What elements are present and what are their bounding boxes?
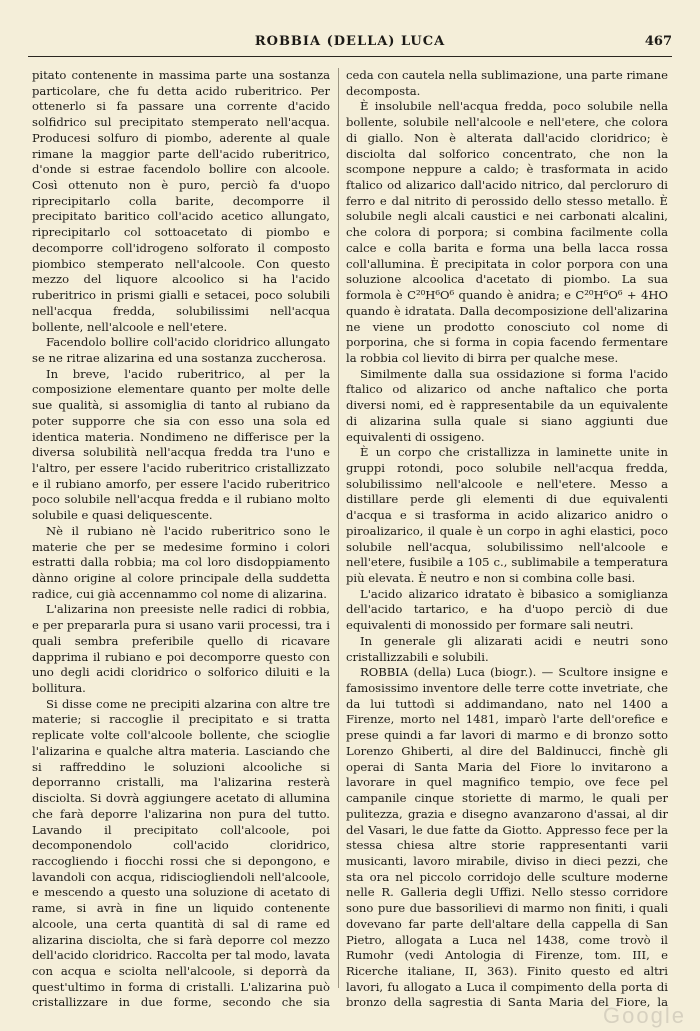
paragraph: L'acido alizarico idratato è bibasico a somiglianza dell'acido tartarico, e ha d'uopo perciò di due equivalenti di monossido per formare sali neutri.: [346, 586, 668, 633]
running-header: [28, 34, 672, 57]
paragraph: L'alizarina non preesiste nelle radici di robbia, e per prepararla pura si usano varii processi, tra i quali sembra preferibile quello di ricavare dapprima il rubiano e poi decomporre questo con uno degli acidi cloridrico o solforico diluiti e la bollitura.: [32, 602, 330, 696]
biography-entry: ROBBIA (della) Luca (biogr.). — Scultore insigne e famosissimo inventore delle terre cotte invetriate, che da lui tuttodì si addimandano, nato nel 1400 a Firenze, morto nel 1481, imparò l'arte dell'orefice e prese quindi a far lavori di marmo e di bronzo sotto Lorenzo Ghiberti, al dire del Baldinucci, finchè gli operai di Santa Maria del Fiore lo invitarono a lavorare in quel magnifico tempio, ove fece pel campanile cinque storiette di marmo, le quali per pulitezza, grazia e disegno avanzarono d'assai, al dir del Vasari, le due fatte da Giotto. Appresso fece per la stessa chiesa altre storie rappresentanti varii musicanti, lavoro mirabile, diviso in dieci pezzi, che sta ora nel piccolo corridojo delle sculture moderne nelle R. Galleria degli Uffizi. Nello stesso corridore sono pure due bassorilievi di marmo non finiti, i quali dovevano far parte dell'altare della cappella di San Pietro, allogata a Luca nel 1438, come trovò il Rumohr (vedi Antologia di Firenze, tom. III, e Ricerche italiane, II, 363). Finito questo ed altri lavori, fu allogato a Luca il compimento della porta di bronzo della sagrestia di Santa Maria del Fiore, la: [346, 665, 668, 1008]
watermark: Google: [603, 1003, 686, 1028]
paragraph: Facendolo bollire coll'acido cloridrico allungato se ne ritrae alizarina ed una sostanza zuccherosa.: [32, 335, 330, 365]
paragraph: In breve, l'acido ruberitrico, al per la composizione elementare quanto per molte delle sue qualità, si assomiglia di tanto al rubiano da poter supporre che sia con esso una sola ed identica materia. Nondimeno ne differisce per la diversa solubilità nell'acqua fredda tra l'uno e l'altro, per essere l'acido ruberitrico cristallizzato e il rubiano amorfo, per essere l'acido ruberitrico poco solubile nell'acqua fredda e il rubiano molto solubile e quasi deliquescente.: [32, 366, 330, 523]
paragraph: Si disse come ne precipiti alzarina con altre tre materie; si raccoglie il precipitato e si tratta replicate volte coll'alcoole bollente, che scioglie l'alizarina e qualche altra materia. Lasciando che si raffreddino le soluzioni alcooliche si deporranno cristalli, ma l'alizarina resterà disciolta. Si dovrà aggiungere acetato di allumina che farà deporre l'alizarina non pura del tutto. Lavando il precipitato coll'alcoole, poi decomponendolo coll'acido cloridrico, raccogliendo i fiocchi rossi che si depongono, e lavandoli con acqua, ridisciogliendoli nell'alcoole, e mescendo a questo una soluzione di acetato di rame, si avrà in fine un liquido contenente alcoole, una certa quantità di sal di rame ed alizarina disciolta, che si farà deporre col mezzo dell'acido cloridrico. Raccolta per tal modo, lavata con acqua e sciolta nell'alcoole, si deporrà da quest'ultimo in forma di cristalli. L'alizarina può cristallizzare in due forme, secondo che sia: [32, 696, 330, 1008]
left-column: [32, 68, 330, 1008]
paragraph: ceda con cautela nella sublimazione, una parte rimane decomposta.: [346, 68, 668, 98]
page-title: ROBBIA (DELLA) LUCA: [254, 34, 446, 49]
right-column: [346, 68, 668, 1008]
paragraph: È un corpo che cristallizza in laminette unite in gruppi rotondi, poco solubile nell'acqua fredda, solubilissimo nell'alcoole e nell'etere. Messo a distillare perde gli elementi di due equivalenti d'acqua e si trasforma in acido alizarico anidro o piroalizarico, il quale è un corpo in aghi elastici, poco solubile nell'acqua, solubilissimo nell'alcoole e nell'etere, fusibile a 105 c., sublimabile a temperatura più elevata. È neutro e non si combina colle basi.: [346, 445, 668, 585]
page-number: 467: [644, 34, 672, 49]
paragraph: Nè il rubiano nè l'acido ruberitrico sono le materie che per se medesime formino i colori estratti dalla robbia; ma col loro disdoppiamento dànno origine al colore principale della suddetta radice, cui già accennammo col nome di alizarina.: [32, 523, 330, 601]
paragraph: In generale gli alizarati acidi e neutri sono cristallizzabili e solubili.: [346, 633, 668, 664]
paragraph: pitato contenente in massima parte una sostanza particolare, che fu detta acido ruberitrico. Per ottenerlo si fa passare una corrente d'acido solfidrico sul precipitato stemperato nell'acqua. Producesi solfuro di piombo, aderente al quale rimane la maggior parte dell'acido ruberitrico, d'onde si estrae facendolo bollire con alcoole. Così ottenuto non è puro, perciò fa d'uopo riprecipitarlo colla barite, decomporre il precipitato baritico coll'acido acetico allungato, riprecipitarlo col sottoacetato di piombo e decomporre coll'idrogeno solforato il composto piombico stemperato nell'alcoole. Con questo mezzo del liquore alcoolico si ha l'acido ruberitrico in prismi gialli e setacei, poco solubili nell'acqua fredda, solubilissimi nell'acqua bollente, nell'alcoole e nell'etere.: [32, 68, 330, 334]
paragraph: È insolubile nell'acqua fredda, poco solubile nella bollente, solubile nell'alcoole e nell'etere, che colora di giallo. Non è alterata dall'acido cloridrico; è disciolta dal solforico concentrato, che non la scompone neppure a caldo; è trasformata in acido ftalico od alizarico dall'acido nitrico, dal percloruro di ferro e dal nitrito di perossido dello stesso metallo. È solubile negli alcali caustici e nei carbonati alcalini, che colora di porpora; si combina facilmente colla calce e colla barita e forma una bella lacca rossa coll'allumina. È precipitata in color porpora con una soluzione alcoolica d'acetato di piombo. La sua formola è C²⁰H⁶O⁶ quando è anidra; e C²⁰H⁶O⁶ + 4HO quando è idratata. Dalla decomposizione dell'alizarina ne viene un prodotto conosciuto col nome di porporina, che si forma in copia facendo fermentare la robbia col lievito di birra per qualche mese.: [346, 99, 668, 365]
column-divider: [338, 68, 339, 988]
paragraph: Similmente dalla sua ossidazione si forma l'acido ftalico od alizarico od anche naftalico che porta diversi nomi, ed è rappresentabile da un equivalente di alizarina sulla quale si siano aggiunti due equivalenti di ossigeno.: [346, 366, 668, 444]
